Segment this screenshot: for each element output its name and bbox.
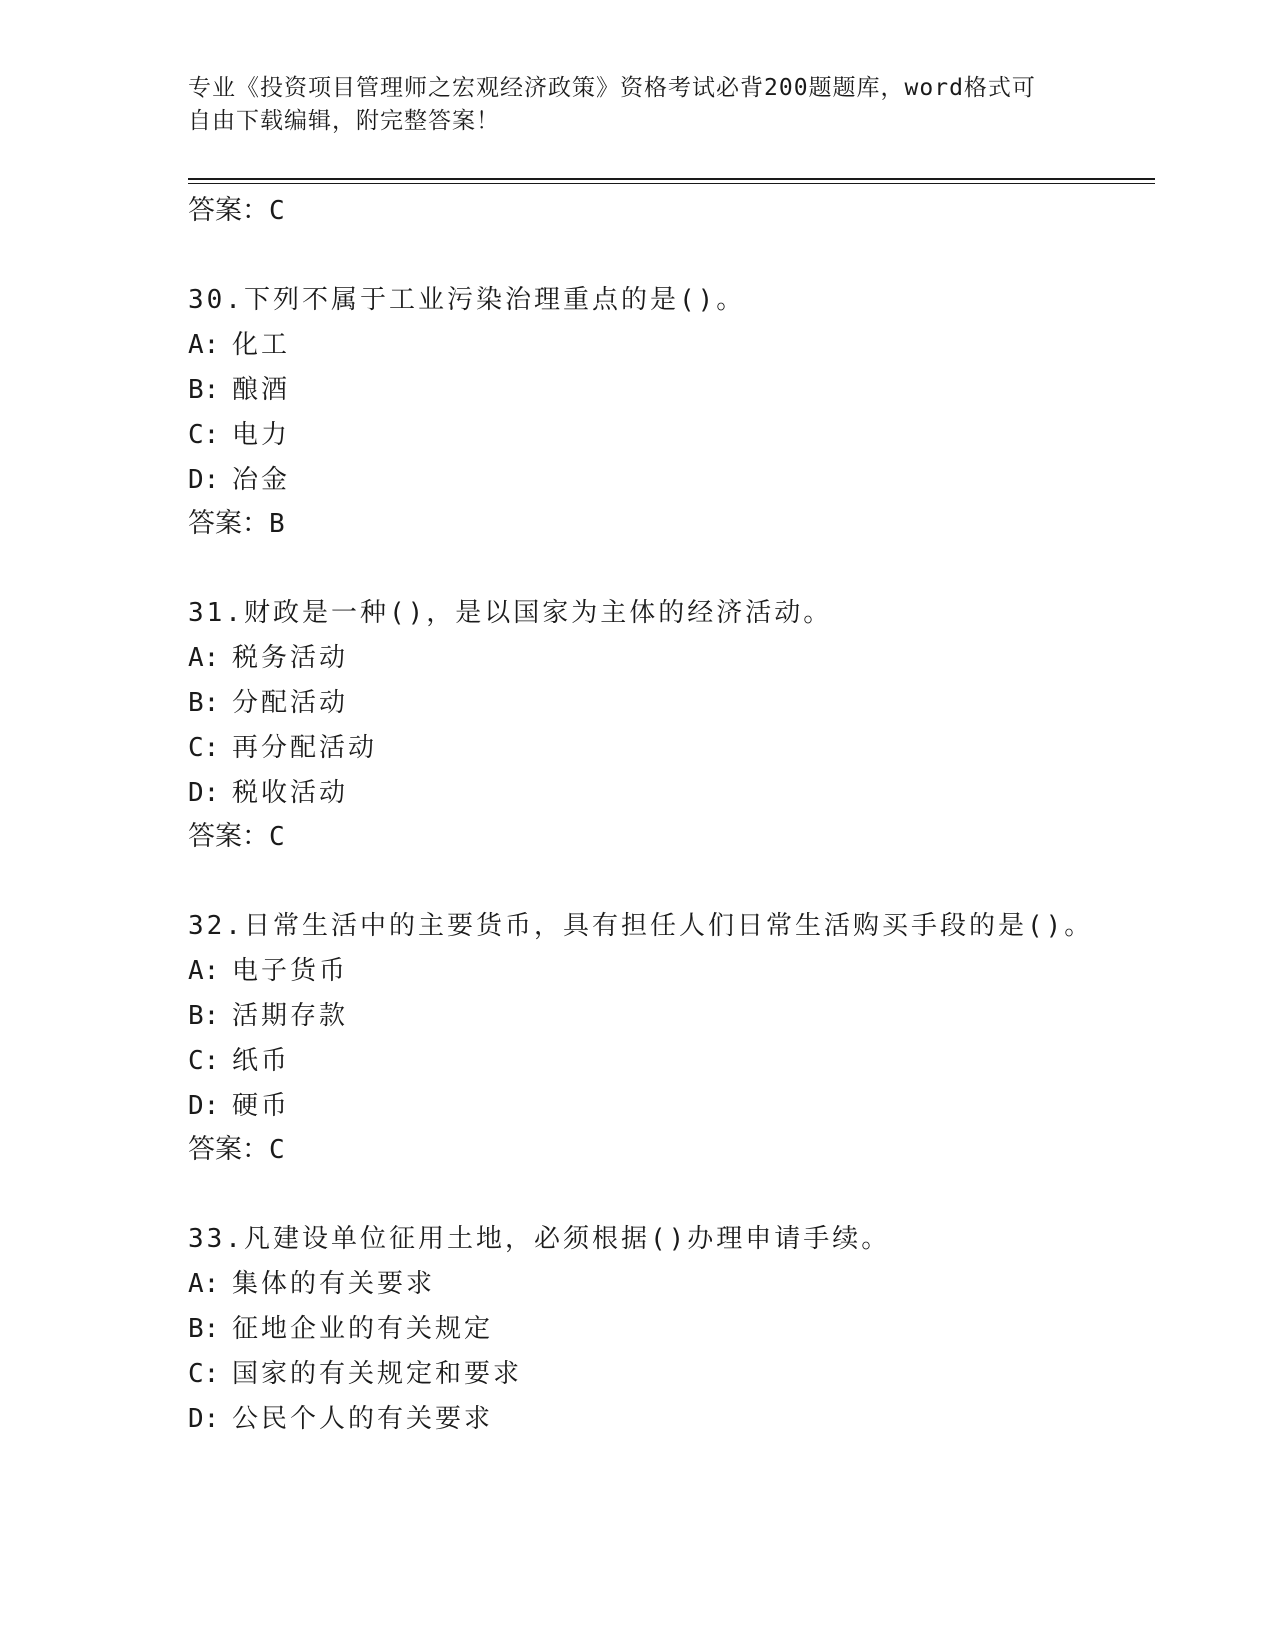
answer-label: 答案：	[188, 508, 269, 539]
option-text: 征地企业的有关规定	[232, 1314, 494, 1344]
option-text: 纸币	[232, 1046, 291, 1076]
question-answer	[188, 503, 1155, 547]
option-key: D:	[188, 1404, 220, 1434]
answer-value: B	[269, 509, 285, 539]
option-b	[188, 681, 1155, 726]
option-a	[188, 949, 1155, 994]
question-list	[188, 190, 1155, 1442]
option-text: 税务活动	[232, 643, 349, 673]
option-key: A:	[188, 1269, 220, 1299]
option-text: 电力	[232, 420, 291, 450]
option-b	[188, 994, 1155, 1039]
option-d	[188, 1084, 1155, 1129]
option-key: D:	[188, 1091, 220, 1121]
option-c	[188, 413, 1155, 458]
option-c	[188, 1352, 1155, 1397]
option-text: 税收活动	[232, 778, 349, 808]
option-key: B:	[188, 1314, 220, 1344]
answer-label: 答案：	[188, 821, 269, 852]
leading-answer	[188, 190, 1155, 234]
answer-value: C	[269, 196, 285, 226]
question-block	[188, 1217, 1155, 1442]
option-a	[188, 323, 1155, 368]
option-key: B:	[188, 375, 220, 405]
question-stem: 30.下列不属于工业污染治理重点的是()。	[188, 285, 746, 315]
option-d	[188, 1397, 1155, 1442]
option-key: D:	[188, 465, 220, 495]
question-stem: 31.财政是一种()，是以国家为主体的经济活动。	[188, 598, 833, 628]
option-key: A:	[188, 330, 220, 360]
question-stem: 33.凡建设单位征用土地，必须根据()办理申请手续。	[188, 1224, 891, 1254]
option-text: 活期存款	[232, 1001, 349, 1031]
option-d	[188, 771, 1155, 816]
answer-value: C	[269, 1135, 285, 1165]
option-key: C:	[188, 1359, 220, 1389]
header-line-2: 自由下载编辑，附完整答案！	[188, 108, 500, 134]
option-text: 电子货币	[232, 956, 349, 986]
option-b	[188, 368, 1155, 413]
option-key: B:	[188, 1001, 220, 1031]
document-header	[188, 72, 1068, 138]
header-line-1: 专业《投资项目管理师之宏观经济政策》资格考试必背200题题库，word格式可	[188, 75, 1036, 101]
option-text: 集体的有关要求	[232, 1269, 436, 1299]
option-key: A:	[188, 643, 220, 673]
option-b	[188, 1307, 1155, 1352]
question-block	[188, 278, 1155, 547]
answer-label: 答案：	[188, 1134, 269, 1165]
option-text: 国家的有关规定和要求	[232, 1359, 523, 1389]
option-key: C:	[188, 420, 220, 450]
option-c	[188, 1039, 1155, 1084]
option-d	[188, 458, 1155, 503]
option-key: A:	[188, 956, 220, 986]
question-block	[188, 591, 1155, 860]
option-text: 硬币	[232, 1091, 291, 1121]
option-a	[188, 1262, 1155, 1307]
option-key: C:	[188, 1046, 220, 1076]
header-rule-thin	[188, 183, 1155, 184]
option-text: 分配活动	[232, 688, 349, 718]
question-block	[188, 904, 1155, 1173]
option-text: 酿酒	[232, 375, 291, 405]
answer-label: 答案：	[188, 195, 269, 226]
header-rule-thick	[188, 178, 1155, 180]
question-answer	[188, 816, 1155, 860]
option-text: 公民个人的有关要求	[232, 1404, 494, 1434]
option-key: C:	[188, 733, 220, 763]
answer-value: C	[269, 822, 285, 852]
option-key: B:	[188, 688, 220, 718]
question-stem: 32.日常生活中的主要货币，具有担任人们日常生活购买手段的是()。	[188, 911, 1094, 941]
option-text: 再分配活动	[232, 733, 378, 763]
option-c	[188, 726, 1155, 771]
option-key: D:	[188, 778, 220, 808]
option-a	[188, 636, 1155, 681]
option-text: 化工	[232, 330, 291, 360]
question-answer	[188, 1129, 1155, 1173]
option-text: 冶金	[232, 465, 291, 495]
